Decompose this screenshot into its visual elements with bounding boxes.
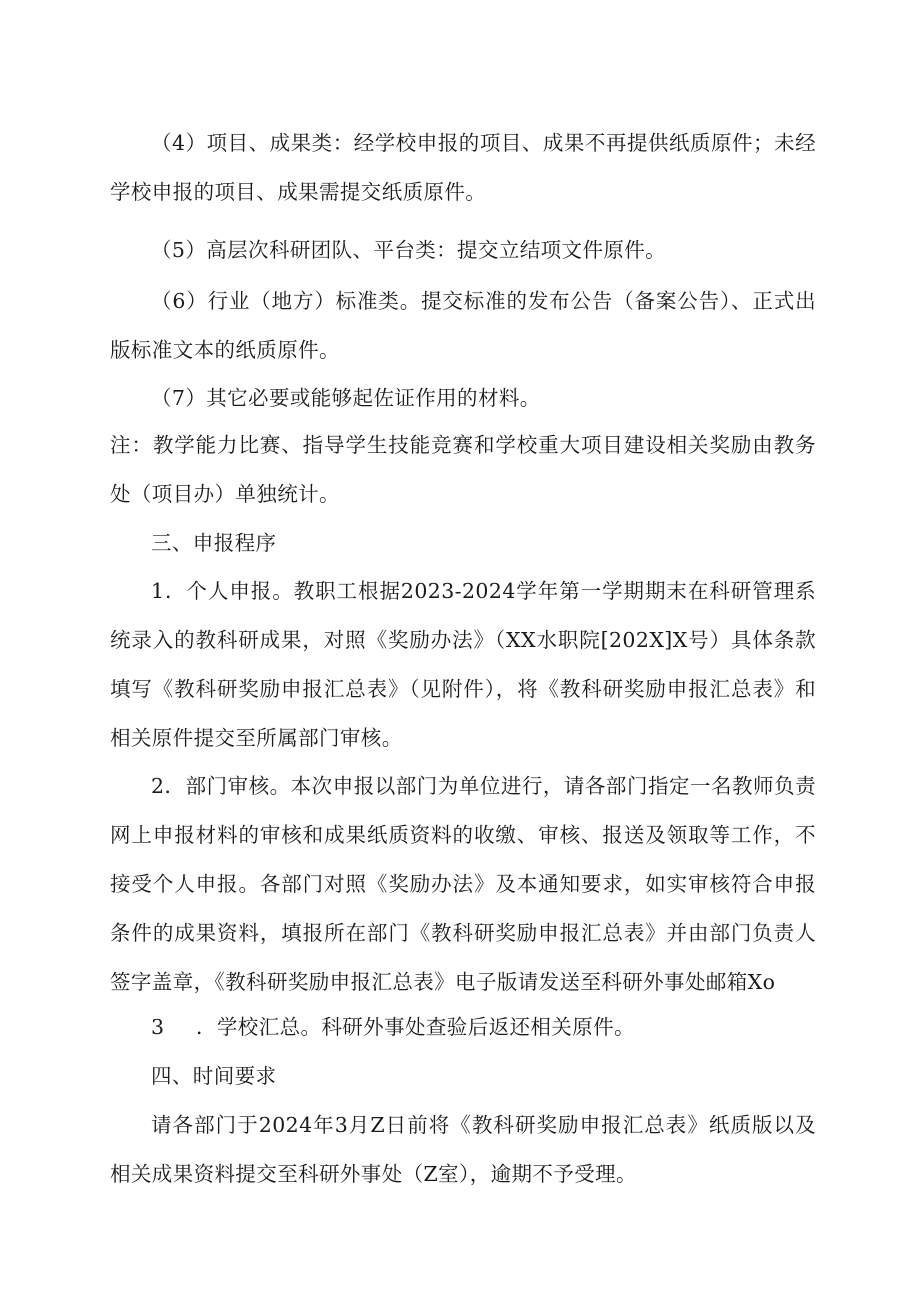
paragraph-item-5: （5）高层次科研团队、平台类：提交立结项文件原件。 bbox=[151, 238, 667, 262]
paragraph-time-requirement: 请各部门于2024年3月Z日前将《教科研奖励申报汇总表》纸质版以及相关成果资料提交至科研外事处（Z室），逾期不予受理。 bbox=[110, 1113, 816, 1186]
step-3-number: 3 bbox=[151, 1015, 165, 1039]
paragraph-note: 注：教学能力比赛、指导学生技能竞赛和学校重大项目建设相关奖励由教务处（项目办）单独统计。 bbox=[110, 433, 816, 506]
paragraph-item-6: （6）行业（地方）标准类。提交标准的发布公告（备案公告）、正式出版标准文本的纸质原件。 bbox=[110, 289, 816, 362]
step-3-text: ．学校汇总。科研外事处查验后返还相关原件。 bbox=[196, 1015, 635, 1039]
section-heading-procedure: 三、申报程序 bbox=[151, 531, 277, 555]
paragraph-step-3 bbox=[151, 1003, 635, 1052]
paragraph-item-4: （4）项目、成果类：经学校申报的项目、成果不再提供纸质原件；未经学校申报的项目、成果需提交纸质原件。 bbox=[110, 131, 816, 204]
paragraph-step-1: 1．个人申报。教职工根据2023-2024学年第一学期期末在科研管理系统录入的教科研成果，对照《奖励办法》（XX水职院[202X]X号）具体条款填写《教科研奖励申报汇总表》（见附件），将《教科研奖励申报汇总表》和相关原件提交至所属部门审核。 bbox=[110, 579, 816, 750]
section-heading-time: 四、时间要求 bbox=[151, 1064, 277, 1088]
paragraph-item-7: （7）其它必要或能够起佐证作用的材料。 bbox=[151, 386, 541, 410]
paragraph-step-2: 2．部门审核。本次申报以部门为单位进行，请各部门指定一名教师负责网上申报材料的审核和成果纸质资料的收缴、审核、报送及领取等工作，不接受个人申报。各部门对照《奖励办法》及本通知要求，如实审核符合申报条件的成果资料，填报所在部门《教科研奖励申报汇总表》并由部门负责人签字盖章，《教科研奖励申报汇总表》电子版请发送至科研外事处邮箱Xo bbox=[110, 774, 816, 994]
